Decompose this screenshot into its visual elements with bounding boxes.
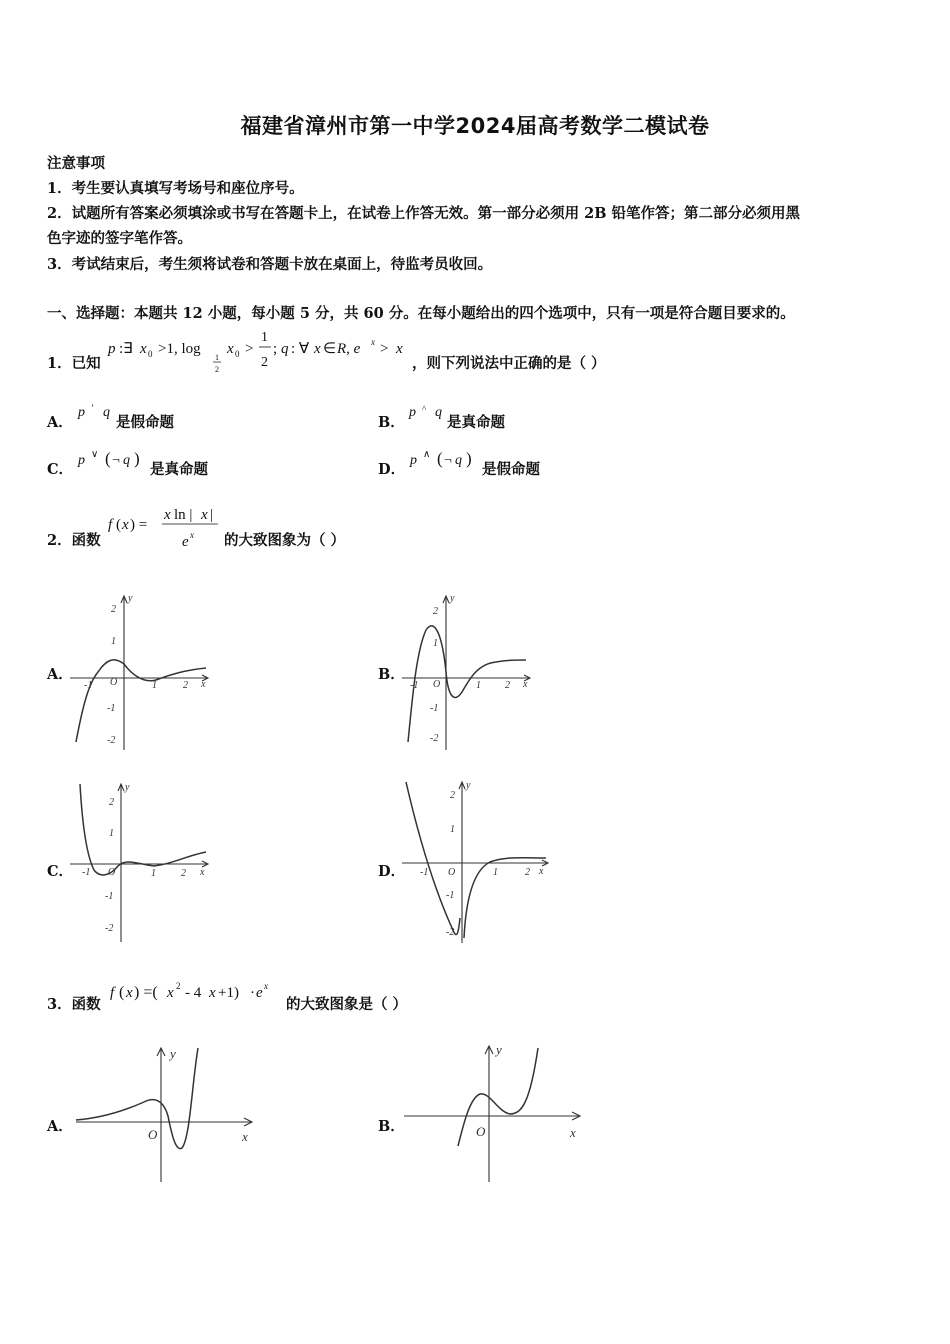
- q2c-xtick-2: 2: [181, 868, 186, 879]
- q2d-tick-1: 1: [450, 824, 455, 835]
- svg-text:p: p: [78, 453, 85, 468]
- svg-text:0: 0: [235, 349, 240, 359]
- svg-text:(: (: [116, 517, 121, 533]
- q2b-origin: O: [433, 679, 441, 690]
- q3a-origin: O: [148, 1127, 158, 1142]
- svg-text:x: x: [227, 341, 234, 357]
- q2b-tick-1: 1: [433, 638, 438, 649]
- q2a-tick-2: 2: [111, 604, 116, 615]
- exam-title: 福建省漳州市第一中学2024届高考数学二模试卷: [240, 114, 710, 138]
- q1-option-b-formula: [409, 402, 449, 424]
- svg-text:: ∀: : ∀: [291, 341, 310, 357]
- q2c-tick-m1: -1: [105, 891, 114, 902]
- svg-text:) =: ) =: [130, 517, 148, 533]
- svg-text:>1, log: >1, log: [158, 341, 201, 357]
- svg-text:0: 0: [148, 349, 153, 359]
- q2-option-a-graph[interactable]: [68, 592, 218, 752]
- q3-number: 3．函数: [47, 996, 101, 1013]
- q2a-y-label: y: [128, 593, 133, 604]
- svg-text:e: e: [182, 534, 189, 550]
- q2c-xtick-m1: -1: [82, 867, 91, 878]
- svg-text:x: x: [201, 507, 208, 523]
- svg-text:q: q: [455, 453, 462, 468]
- svg-text:x: x: [140, 341, 147, 357]
- q3b-origin: O: [476, 1124, 486, 1139]
- svg-text:q: q: [281, 341, 289, 357]
- q1-option-a-formula: [78, 402, 118, 424]
- q2d-tick-2: 2: [450, 790, 455, 801]
- svg-text:x: x: [396, 341, 403, 357]
- q2b-y-label: y: [450, 593, 455, 604]
- q2d-tick-m2: -2: [446, 927, 455, 938]
- q2d-xtick-2: 2: [525, 867, 530, 878]
- svg-text:x: x: [126, 985, 133, 1001]
- q1-option-a-label[interactable]: A．: [47, 414, 73, 431]
- q2d-xtick-m1: -1: [420, 867, 429, 878]
- q2c-tick-1: 1: [109, 828, 114, 839]
- q1-option-b-label[interactable]: B．: [378, 414, 405, 431]
- svg-text:e: e: [256, 985, 263, 1001]
- q1-option-c-formula: [78, 446, 154, 472]
- q1-number: 1．已知: [47, 355, 101, 372]
- q3b-y-label: y: [496, 1042, 502, 1057]
- q2d-x-label: x: [539, 866, 544, 877]
- svg-text:) =(: ) =(: [134, 984, 158, 1001]
- q2b-tick-m1: -1: [430, 703, 439, 714]
- svg-text:q: q: [103, 405, 110, 420]
- svg-text:): ): [466, 449, 472, 468]
- notice-heading: 注意事项: [47, 155, 105, 172]
- svg-text:|: |: [210, 507, 214, 523]
- q3-option-b-label[interactable]: B．: [378, 1118, 405, 1135]
- svg-text:2: 2: [261, 355, 268, 370]
- svg-text:>: >: [380, 341, 389, 357]
- svg-text:): ): [134, 449, 140, 468]
- svg-text:+1): +1): [218, 985, 239, 1001]
- svg-text:2: 2: [176, 981, 181, 991]
- q1-formula: [108, 326, 413, 378]
- svg-text:^: ^: [422, 404, 427, 414]
- q2c-tick-m2: -2: [105, 923, 114, 934]
- svg-text:∨: ∨: [91, 449, 99, 460]
- q1-option-c-text[interactable]: 是真命题: [150, 461, 208, 478]
- q3-option-a-graph[interactable]: [72, 1044, 262, 1186]
- q2c-tick-2: 2: [109, 797, 114, 808]
- svg-text:¬: ¬: [112, 453, 120, 468]
- svg-text:ln |: ln |: [174, 507, 193, 523]
- svg-text:x: x: [164, 507, 171, 523]
- q2-option-d-graph[interactable]: [400, 778, 555, 946]
- q2d-xtick-1: 1: [493, 867, 498, 878]
- q2d-y-label: y: [466, 780, 471, 791]
- q3a-x-label: x: [242, 1129, 248, 1144]
- svg-text:(: (: [105, 449, 111, 468]
- svg-text:1: 1: [261, 330, 268, 345]
- svg-text:1: 1: [215, 353, 219, 362]
- q2a-xtick-2: 2: [183, 680, 188, 691]
- q1-option-a-text[interactable]: 是假命题: [116, 414, 174, 431]
- q2c-origin: O: [108, 867, 116, 878]
- section-heading: 一、选择题：本题共 12 小题，每小题 5 分，共 60 分。在每小题给出的四个选项中，只有一项是符合题目要求的。: [47, 305, 795, 322]
- q2b-xtick-m1: -1: [410, 680, 419, 691]
- svg-text:>: >: [245, 341, 254, 357]
- q3-suffix: 的大致图象是（ ）: [286, 996, 408, 1013]
- q2b-x-label: x: [523, 679, 528, 690]
- q2-option-b-graph[interactable]: [400, 592, 550, 752]
- q2-number: 2．函数: [47, 532, 101, 549]
- svg-text:2: 2: [215, 365, 219, 374]
- svg-text:x: x: [314, 341, 321, 357]
- svg-text:x: x: [209, 985, 216, 1001]
- svg-text:q: q: [435, 405, 442, 420]
- svg-text:- 4: - 4: [185, 985, 202, 1001]
- q2a-xtick-1: 1: [152, 680, 157, 691]
- q2-option-c-graph[interactable]: [68, 780, 218, 945]
- svg-text:p: p: [410, 453, 417, 468]
- q3-formula: [110, 975, 290, 1009]
- q1-suffix: ，则下列说法中正确的是（ ）: [412, 355, 606, 372]
- q2d-origin: O: [448, 867, 456, 878]
- q2-option-d-label[interactable]: D．: [378, 863, 406, 880]
- q2b-xtick-2: 2: [505, 680, 510, 691]
- svg-text:x: x: [167, 985, 174, 1001]
- q2a-xtick-m1: -1: [84, 680, 93, 691]
- q3a-y-label: y: [170, 1046, 176, 1061]
- svg-text:x: x: [371, 337, 375, 347]
- q1-option-d-text[interactable]: 是假命题: [482, 461, 540, 478]
- q2d-tick-m1: -1: [446, 890, 455, 901]
- q2-option-b-label[interactable]: B．: [378, 666, 405, 683]
- q2a-x-label: x: [201, 679, 206, 690]
- q2c-y-label: y: [125, 782, 130, 793]
- svg-text:f: f: [110, 985, 115, 1001]
- q2c-x-label: x: [200, 867, 205, 878]
- q2-option-c-label[interactable]: C．: [47, 863, 74, 880]
- q2-option-a-label[interactable]: A．: [47, 666, 73, 683]
- q2b-tick-2: 2: [433, 606, 438, 617]
- q2a-origin: O: [110, 677, 118, 688]
- svg-text:p: p: [108, 341, 116, 357]
- svg-text:;: ;: [273, 341, 278, 357]
- q2b-xtick-1: 1: [476, 680, 481, 691]
- svg-text:q: q: [123, 453, 130, 468]
- notice-item-2: 2．试题所有答案必须填涂或书写在答题卡上，在试卷上作答无效。第一部分必须用 2B 铅笔作答；第二部分必须用黑: [47, 205, 801, 222]
- q1-option-c-label[interactable]: C．: [47, 461, 74, 478]
- notice-item-1: 1．考生要认真填写考场号和座位序号。: [47, 180, 304, 197]
- q1-option-b-text[interactable]: 是真命题: [447, 414, 505, 431]
- q1-option-d-formula: [410, 446, 486, 472]
- q2-suffix: 的大致图象为（ ）: [224, 532, 346, 549]
- q3b-x-label: x: [570, 1125, 576, 1140]
- svg-text:R, e: R, e: [337, 341, 361, 357]
- svg-text:f: f: [108, 517, 113, 533]
- q2b-tick-m2: -2: [430, 733, 439, 744]
- svg-text:x: x: [122, 517, 129, 533]
- q2a-tick-m2: -2: [107, 735, 116, 746]
- q1-option-d-label[interactable]: D．: [378, 461, 406, 478]
- svg-text:(: (: [437, 449, 443, 468]
- notice-item-2-cont: 色字迹的签字笔作答。: [47, 230, 192, 247]
- q3-option-b-graph[interactable]: [400, 1042, 590, 1186]
- svg-text:p: p: [78, 405, 85, 420]
- svg-text:·: ·: [250, 985, 255, 1001]
- q2c-xtick-1: 1: [151, 868, 156, 879]
- q2a-tick-m1: -1: [107, 703, 116, 714]
- svg-text:p: p: [409, 405, 416, 420]
- q3-option-a-label[interactable]: A．: [47, 1118, 73, 1135]
- svg-text:¬: ¬: [444, 453, 452, 468]
- svg-text::∃: :∃: [119, 341, 133, 357]
- svg-text:∧: ∧: [423, 449, 431, 460]
- svg-text:(: (: [119, 984, 125, 1001]
- svg-text:x: x: [264, 981, 268, 991]
- svg-text:ʼ: ʼ: [91, 403, 94, 413]
- svg-text:x: x: [190, 530, 194, 540]
- notice-item-3: 3．考试结束后，考生须将试卷和答题卡放在桌面上，待监考员收回。: [47, 256, 493, 273]
- q2-formula: [108, 502, 223, 554]
- svg-text:∈: ∈: [323, 341, 337, 357]
- q2a-tick-1: 1: [111, 636, 116, 647]
